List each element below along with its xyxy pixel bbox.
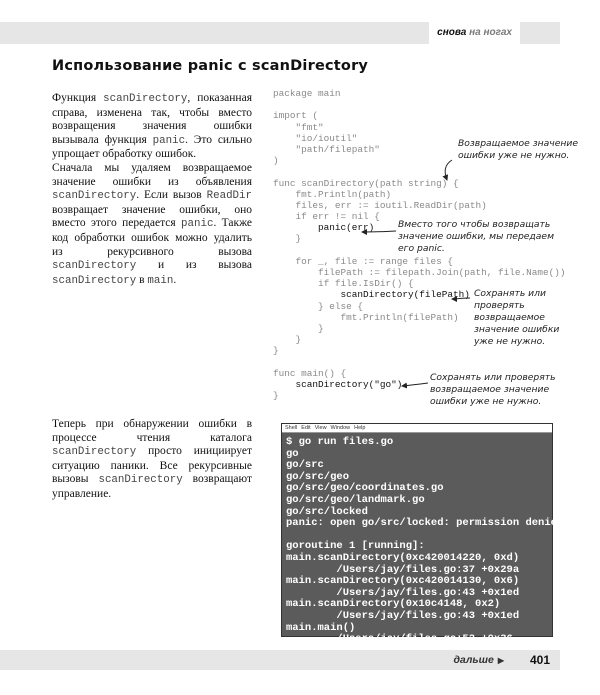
- annotation-error-return: Возвращаемое значение ошибки уже не нужно.: [458, 138, 578, 161]
- code-line: [273, 99, 566, 110]
- code-line: filePath := filepath.Join(path, file.Name()): [273, 267, 566, 278]
- code-line: import (: [273, 110, 319, 122]
- annotation-recursive-call: Сохранять или проверять возвращаемое значение ошибки уже не нужно.: [474, 288, 560, 347]
- terminal-line: go/src/geo/landmark.go: [286, 493, 425, 506]
- paragraph-details: Сначала мы удаляем возвращаемое значение ошибки из объявления scanDirectory. Если вызов ReadDir возвращает значение ошибки, оно вместо этого передается panic. Также код обработки ошибок можно удалить из рекурсивного вызова scanDirectory и из вызова scanDirectory в main.: [52, 162, 252, 287]
- code-line: }: [273, 345, 279, 357]
- code-line: func main() {: [273, 367, 347, 379]
- terminal-line: go/src: [286, 459, 324, 472]
- annotation-panic: Вместо того чтобы возвращать значение ошибки, мы передаем его panic.: [398, 219, 554, 254]
- code-line: ): [273, 155, 279, 167]
- paragraph-intro: Функция scanDirectory, показанная справа, изменена так, чтобы вместо возвращения значения ошибки вызывала функция panic. Это сильно упрощает обработку ошибок.: [52, 92, 252, 161]
- inline-code: ReadDir: [206, 190, 252, 203]
- terminal-line: /Users/jay/files.go:43 +0x1ed: [286, 586, 520, 599]
- code-line: scanDirectory("go"): [273, 378, 403, 390]
- terminal-menu-item[interactable]: Shell: [285, 425, 298, 431]
- inline-code: scanDirectory: [98, 474, 183, 487]
- code-line: files, err := ioutil.ReadDir(path): [273, 199, 487, 211]
- paragraph-result: Теперь при обнаружении ошибки в процессе чтения каталога scanDirectory просто инициирует ситуацию паники. Все рекурсивные вызовы scanDirectory возвращают управление.: [52, 418, 252, 500]
- inline-code: scanDirectory: [103, 93, 188, 105]
- terminal-line: main.scanDirectory(0x10c4148, 0x2): [286, 598, 501, 611]
- code-line: for _, file := range files {: [273, 255, 454, 267]
- terminal-line: panic: open go/src/locked: permission denied: [286, 517, 564, 530]
- terminal-menubar: [282, 424, 552, 433]
- code-line: fmt.Println(filePath): [273, 311, 459, 323]
- code-line: }: [273, 390, 279, 402]
- inline-code: main: [147, 274, 174, 287]
- inline-code: scanDirectory: [52, 190, 137, 203]
- header-bar: [0, 22, 560, 44]
- terminal-window: [281, 423, 564, 646]
- terminal-line: /Users/jay/files.go:52 +0x36: [286, 633, 513, 646]
- terminal-line: go: [286, 447, 299, 460]
- code-line: [273, 166, 566, 177]
- inline-code: scanDirectory: [52, 260, 137, 273]
- inline-code: scanDirectory: [52, 446, 137, 459]
- code-line: }: [273, 334, 302, 346]
- footer-bar: [0, 650, 560, 670]
- code-line: if file.IsDir() {: [273, 278, 414, 290]
- next-arrow-icon: ▶: [497, 656, 504, 665]
- terminal-line: go/src/locked: [286, 505, 368, 518]
- terminal-menu-item[interactable]: Window: [330, 425, 351, 431]
- section-title: Использование panic с scanDirectory: [52, 58, 369, 74]
- inline-code: panic: [152, 134, 186, 147]
- terminal-line: /Users/jay/files.go:43 +0x1ed: [286, 609, 520, 622]
- code-line: panic(err): [273, 222, 375, 234]
- code-line: func scanDirectory(path string) {: [273, 177, 459, 189]
- terminal-output: [282, 433, 564, 657]
- terminal-line: go/src/geo/coordinates.go: [286, 482, 444, 495]
- page-number: 401: [529, 653, 550, 667]
- terminal-menu-item[interactable]: Help: [354, 425, 366, 431]
- terminal-line: go/src/geo: [286, 470, 350, 483]
- chapter-tab: снова на ногах: [429, 22, 520, 44]
- inline-code: scanDirectory: [52, 274, 137, 287]
- terminal-line: $ go run files.go: [286, 436, 394, 448]
- terminal-line: /Users/jay/files.go:37 +0x29a: [286, 563, 520, 576]
- code-line: }: [273, 233, 302, 245]
- code-line: [273, 357, 566, 368]
- terminal-line: main.scanDirectory(0xc420014220, 0xd): [286, 551, 520, 564]
- terminal-line: goroutine 1 [running]:: [286, 540, 425, 553]
- terminal-menu-item[interactable]: View: [314, 425, 327, 431]
- code-line: }: [273, 322, 324, 334]
- code-line: "path/filepath": [273, 143, 380, 155]
- inline-code: panic: [181, 218, 214, 231]
- code-line: scanDirectory(filePath): [273, 289, 470, 301]
- terminal-line: main.scanDirectory(0xc420014130, 0x6): [286, 575, 520, 588]
- next-page-link[interactable]: дальше ▶: [453, 654, 504, 666]
- code-line: fmt.Println(path): [273, 188, 392, 200]
- code-line: "io/ioutil": [273, 132, 358, 144]
- code-line: } else {: [273, 300, 364, 312]
- annotation-main-call: Сохранять или проверять возвращаемое значение ошибки уже не нужно.: [430, 372, 556, 407]
- code-line: "fmt": [273, 121, 324, 133]
- terminal-line: main.main(): [286, 621, 356, 634]
- code-line: if err != nil {: [273, 211, 380, 223]
- terminal-menu-item[interactable]: Edit: [301, 425, 311, 431]
- code-line: package main: [273, 88, 341, 99]
